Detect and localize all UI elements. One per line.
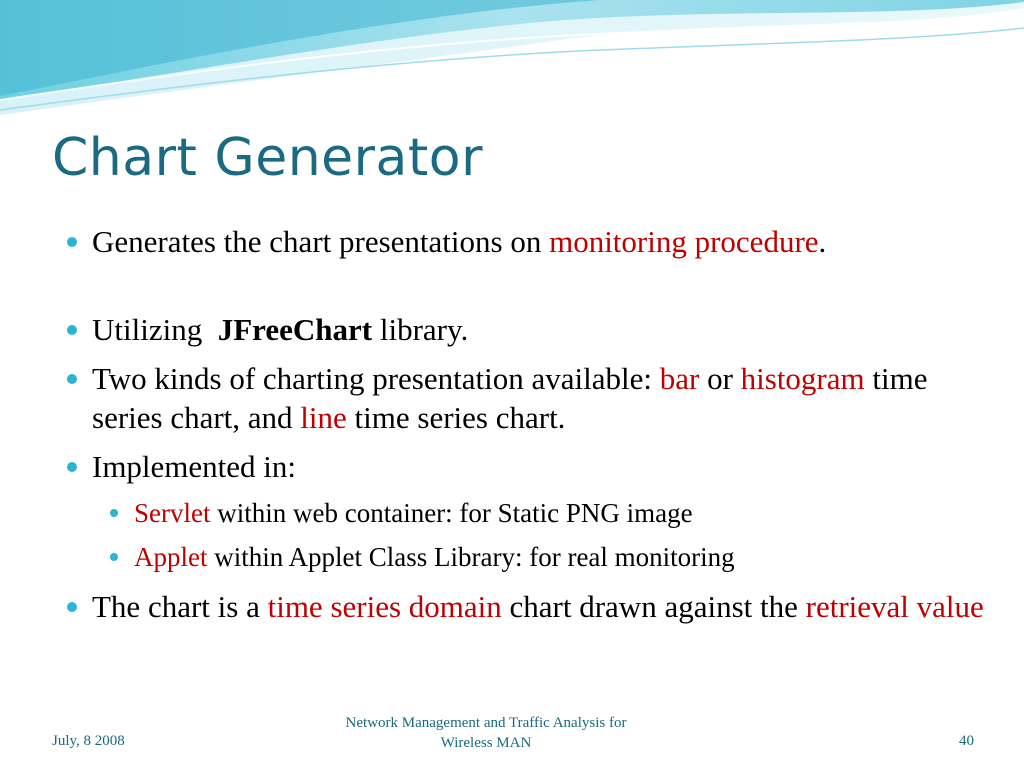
bullet-dot: [67, 602, 77, 612]
footer-title-line-1: Network Management and Traffic Analysis for: [345, 715, 627, 731]
page-number: 40: [959, 733, 974, 749]
footer-presentation-title: [300, 713, 672, 753]
highlight-text: Applet: [134, 542, 208, 572]
sub-bullet-1: [134, 496, 994, 530]
sub-bullet-2: [134, 540, 994, 574]
bullet-dot: [110, 553, 118, 561]
footer-date: July, 8 2008: [52, 733, 125, 749]
footer-title-line-2: Wireless MAN: [440, 735, 532, 751]
bullet-4: [92, 447, 992, 486]
highlight-text: histogram: [740, 361, 865, 396]
bullet-dot: [67, 325, 77, 335]
bullet-text: time series chart.: [346, 400, 566, 435]
header-wave-decoration: [0, 0, 1024, 120]
bullet-dot: [67, 374, 77, 384]
bullet-1: [92, 222, 992, 261]
bullet-dot: [110, 509, 118, 517]
bullet-text: Utilizing: [92, 312, 218, 347]
bullet-text: The chart is a: [92, 589, 268, 624]
bullet-2: [92, 310, 992, 349]
bullet-text: time series chart, and: [92, 361, 928, 435]
bullet-5: [92, 587, 992, 626]
bullet-text: within web container: for Static PNG image: [210, 498, 693, 528]
bullet-3: [92, 359, 992, 437]
highlight-text: time series domain: [267, 589, 502, 624]
slide-title: Chart Generator: [52, 128, 483, 188]
bullet-text: or: [699, 361, 741, 396]
bullet-text: library.: [372, 312, 469, 347]
bullet-text: Generates the chart presentations on: [92, 224, 550, 259]
bullet-text: .: [818, 224, 827, 259]
bullet-text: Implemented in:: [92, 449, 297, 484]
bullet-text: Two kinds of charting presentation available:: [92, 361, 660, 396]
highlight-text: Servlet: [134, 498, 211, 528]
bullet-text: chart drawn against the: [501, 589, 806, 624]
highlight-text: bar: [659, 361, 700, 396]
bullet-dot: [67, 462, 77, 472]
bullet-dot: [67, 237, 77, 247]
library-name: JFreeChart: [217, 312, 373, 347]
bullet-text: within Applet Class Library: for real monitoring: [207, 542, 735, 572]
highlight-text: line: [300, 400, 347, 435]
highlight-text: retrieval value: [805, 589, 984, 624]
highlight-text: monitoring procedure: [549, 224, 819, 259]
